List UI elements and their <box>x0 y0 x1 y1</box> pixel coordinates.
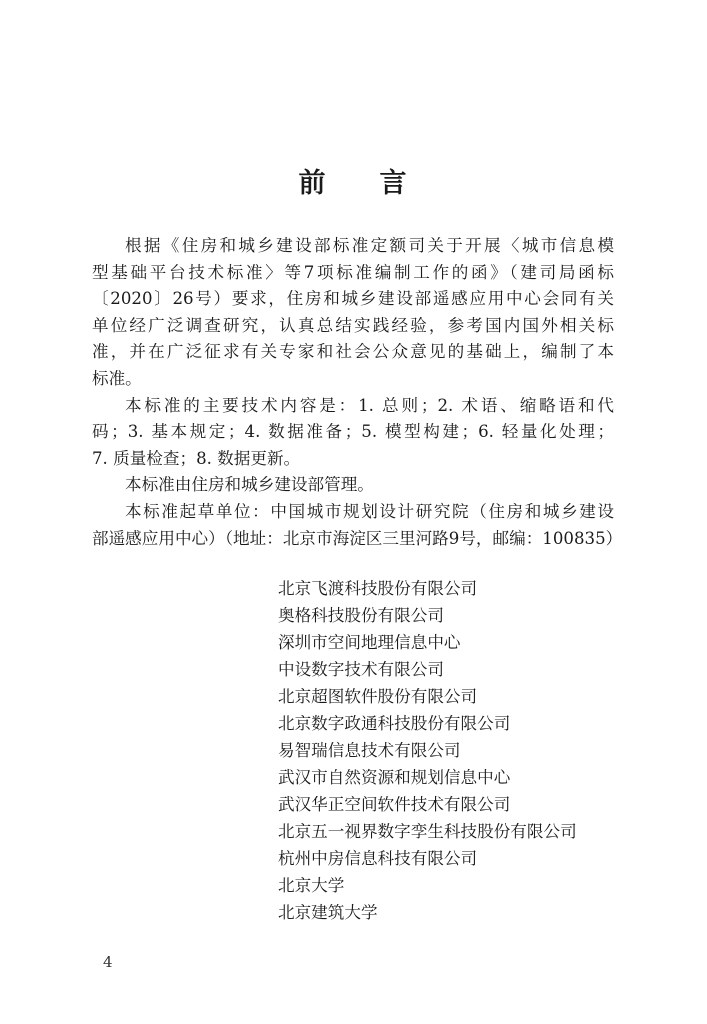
organization-item: 武汉市自然资源和规划信息中心 <box>278 768 511 787</box>
text-line: 准，并在广泛征求有关专家和社会公众意见的基础上，编制了本 <box>92 342 614 362</box>
text-line: 本标准起草单位：中国城市规划设计研究院（住房和城乡建设 <box>125 501 614 521</box>
organization-item: 奥格科技股份有限公司 <box>278 606 444 625</box>
preface-body <box>92 233 623 552</box>
organization-item: 武汉华正空间软件技术有限公司 <box>278 795 511 814</box>
organization-item: 北京建筑大学 <box>278 903 378 922</box>
organization-item: 杭州中房信息科技有限公司 <box>278 849 478 868</box>
text-line: 根据《住房和城乡建设部标准定额司关于开展〈城市信息模 <box>125 236 614 255</box>
text-line: 部遥感应用中心）（地址：北京市海淀区三里河路9号，邮编：100835） <box>92 528 623 548</box>
text-line: 单位经广泛调查研究，认真总结实践经验，参考国内国外相关标 <box>92 315 614 335</box>
page-title <box>0 164 707 204</box>
text-line: 本标准由住房和城乡建设部管理。 <box>125 475 374 495</box>
organization-item: 北京数字政通科技股份有限公司 <box>278 714 511 733</box>
organization-item: 北京五一视界数字孪生科技股份有限公司 <box>278 822 577 841</box>
organization-item: 易智瑞信息技术有限公司 <box>278 741 461 760</box>
page-number: 4 <box>103 953 113 971</box>
organization-item: 北京大学 <box>278 876 345 895</box>
organization-item: 深圳市空间地理信息中心 <box>278 633 461 652</box>
text-line: 标准。 <box>92 368 142 388</box>
text-line: 7. 质量检查；8. 数据更新。 <box>92 448 301 468</box>
organization-item: 中设数字技术有限公司 <box>278 660 444 679</box>
text-line: 型基础平台技术标准〉等7项标准编制工作的函》（建司局函标 <box>92 262 614 282</box>
drafting-organizations-list <box>278 575 577 926</box>
organization-item: 北京超图软件股份有限公司 <box>278 687 478 706</box>
text-line: 码；3. 基本规定；4. 数据准备；5. 模型构建；6. 轻量化处理； <box>92 422 614 442</box>
text-line: 〔2020〕26号）要求，住房和城乡建设部遥感应用中心会同有关 <box>92 289 614 309</box>
title-char-1: 前 <box>298 168 328 199</box>
title-char-2: 言 <box>379 168 409 199</box>
organization-item: 北京飞渡科技股份有限公司 <box>278 579 478 598</box>
text-line: 本标准的主要技术内容是：1. 总则；2. 术语、缩略语和代 <box>125 395 614 415</box>
